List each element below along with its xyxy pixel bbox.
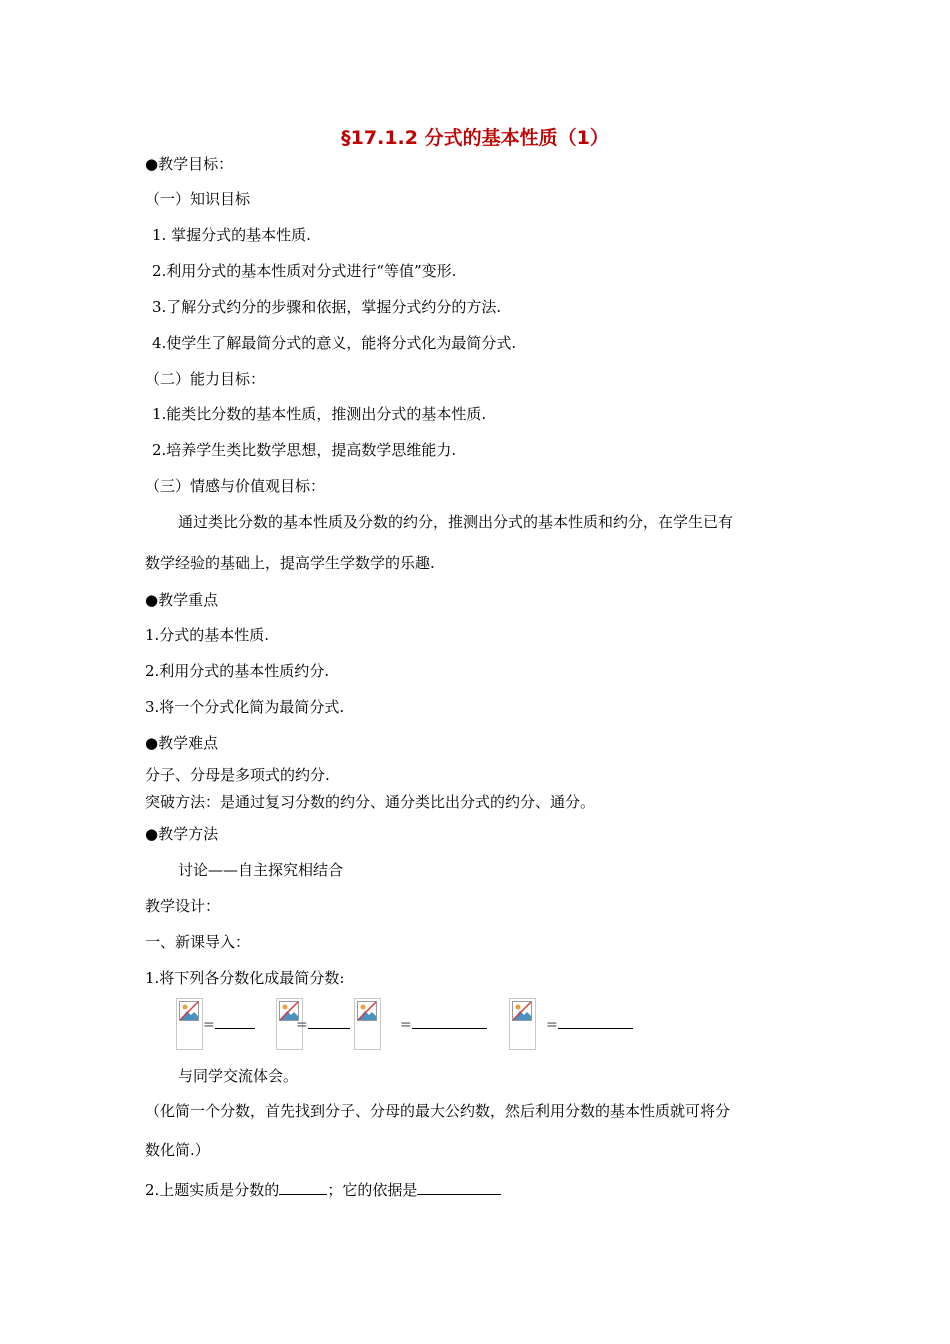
answer-blank[interactable] — [417, 1180, 501, 1195]
emotion-text: 通过类比分数的基本性质及分数的约分，推测出分式的基本性质和约分，在学生已有 — [178, 513, 734, 531]
emotion-text: 数学经验的基础上，提高学生学数学的乐趣. — [145, 554, 435, 572]
ability-item: 2.培养学生类比数学思想，提高数学思维能力. — [152, 441, 457, 459]
design-part-heading: 一、新课导入： — [145, 933, 251, 951]
note-text: 数化简.） — [145, 1141, 210, 1159]
question-1: 1.将下列各分数化成最简分数: — [145, 969, 345, 987]
image-placeholder-icon — [357, 1001, 377, 1021]
fraction-image-4 — [509, 998, 536, 1050]
knowledge-item: 4.使学生了解最简分式的意义，能将分式化为最简分式. — [152, 334, 517, 352]
key-point-item: 1.分式的基本性质. — [145, 626, 270, 644]
design-heading: 教学设计： — [145, 897, 221, 915]
answer-field-2[interactable] — [296, 1014, 350, 1035]
question-2 — [145, 1180, 501, 1200]
note-text: （化简一个分数，首先找到分子、分母的最大公约数，然后利用分数的基本性质就可将分 — [145, 1102, 731, 1120]
exchange-text: 与同学交流体会。 — [178, 1067, 299, 1085]
equals-sign: = — [296, 1017, 308, 1033]
fraction-image-1 — [176, 998, 203, 1050]
key-point-item: 2.利用分式的基本性质约分. — [145, 662, 330, 680]
ability-item: 1.能类比分数的基本性质，推测出分式的基本性质. — [152, 405, 487, 423]
answer-field-4[interactable] — [546, 1014, 633, 1035]
ability-heading: （二）能力目标： — [145, 370, 266, 388]
fraction-image-3 — [354, 998, 381, 1050]
answer-field-3[interactable] — [400, 1014, 487, 1035]
image-placeholder-icon — [512, 1001, 532, 1021]
answer-blank[interactable] — [279, 1180, 327, 1195]
equals-sign: = — [546, 1017, 558, 1033]
knowledge-heading: （一）知识目标 — [145, 190, 251, 208]
method-heading: ●教学方法 — [145, 825, 219, 843]
knowledge-item: 3.了解分式约分的步骤和依据，掌握分式约分的方法. — [152, 298, 502, 316]
equals-sign: = — [400, 1017, 412, 1033]
equals-sign: = — [203, 1017, 215, 1033]
difficulties-heading: ●教学难点 — [145, 734, 219, 752]
difficulties-text: 分子、分母是多项式的约分. — [145, 766, 330, 784]
method-text: 讨论——自主探究相结合 — [178, 861, 344, 879]
image-placeholder-icon — [179, 1001, 199, 1021]
knowledge-item: 2.利用分式的基本性质对分式进行“等值”变形. — [152, 262, 457, 280]
key-points-heading: ●教学重点 — [145, 591, 219, 609]
key-point-item: 3.将一个分式化简为最简分式. — [145, 698, 345, 716]
question-2-part-a: 2.上题实质是分数的 — [145, 1181, 280, 1199]
page-title: §17.1.2 分式的基本性质（1） — [341, 127, 609, 149]
objectives-heading: ●教学目标： — [145, 155, 234, 173]
question-2-part-b: ；它的依据是 — [327, 1181, 418, 1199]
answer-field-1[interactable] — [203, 1014, 255, 1035]
emotion-heading: （三）情感与价值观目标： — [145, 477, 326, 495]
knowledge-item: 1. 掌握分式的基本性质. — [152, 226, 311, 244]
difficulties-text: 突破方法：是通过复习分数的约分、通分类比出分式的约分、通分。 — [145, 793, 596, 811]
